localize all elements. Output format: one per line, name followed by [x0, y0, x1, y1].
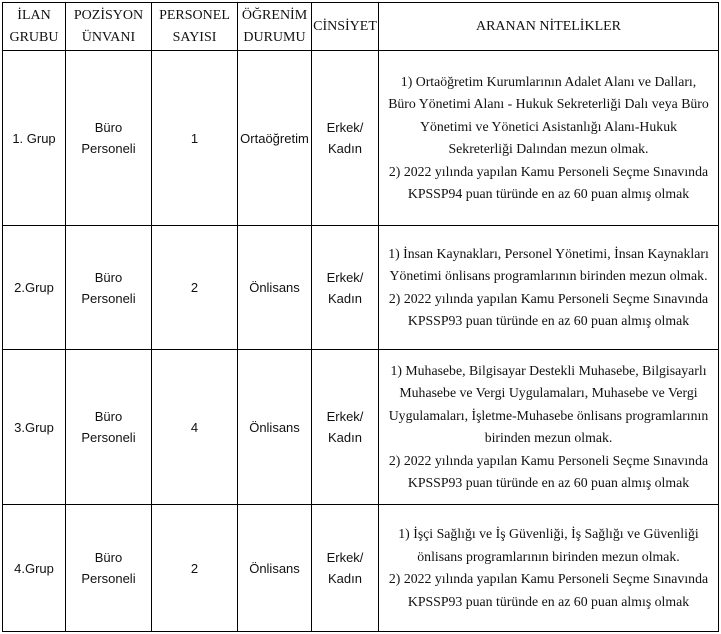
requirement-line: 1) Muhasebe, Bilgisayar Destekli Muhasebe, Bilgisayarlı	[390, 362, 707, 378]
header-row	[3, 3, 719, 51]
requirement-line: 2) 2022 yılında yapılan Kamu Personeli Seçme Sınavında	[388, 290, 709, 306]
requirements-cell	[379, 226, 719, 350]
count-cell: 1	[152, 51, 238, 226]
requirements-cell	[379, 505, 719, 632]
requirement-line: Sekreterliği Dalından mezun olmak.	[448, 141, 649, 156]
count-cell: 4	[152, 350, 238, 505]
group-cell: 4.Grup	[3, 505, 66, 632]
requirement-line: KPSSP93 puan türünde en az 60 puan almış olmak	[407, 313, 690, 328]
gender-cell: Erkek/ Kadın	[312, 350, 379, 505]
requirement-line: Yönetimi ve Yönetici Asistanlığı Alanı-Hukuk	[419, 118, 677, 134]
gender-cell: Erkek/ Kadın	[312, 505, 379, 632]
group-cell: 2.Grup	[3, 226, 66, 350]
header-aranan-nitelikler: ARANAN NİTELİKLER	[379, 3, 719, 51]
group-cell: 1. Grup	[3, 51, 66, 226]
requirement-line: birinden mezun olmak.	[484, 430, 613, 445]
table-row	[3, 505, 719, 632]
position-cell: Büro Personeli	[66, 51, 152, 226]
gender-cell: Erkek/ Kadın	[312, 51, 379, 226]
group-cell: 3.Grup	[3, 350, 66, 505]
education-cell: Önlisans	[238, 226, 312, 350]
requirement-line: 1) İnsan Kaynakları, Personel Yönetimi, İnsan Kaynakları	[388, 245, 709, 261]
requirement-line: 1) Ortaöğretim Kurumlarının Adalet Alanı ve Dalları,	[400, 73, 697, 89]
requirement-line: Büro Yönetimi Alanı - Hukuk Sekreterliği Dalı veya Büro	[388, 96, 709, 111]
table-row	[3, 350, 719, 505]
requirement-line: KPSSP93 puan türünde en az 60 puan almış olmak	[407, 593, 690, 609]
requirement-line: 2) 2022 yılında yapılan Kamu Personeli Seçme Sınavında	[388, 163, 709, 179]
table-row	[3, 226, 719, 350]
requirement-line: 2) 2022 yılında yapılan Kamu Personeli Seçme Sınavında	[388, 452, 709, 468]
job-listing-table	[2, 2, 719, 632]
education-cell: Önlisans	[238, 350, 312, 505]
header-cinsiyet: CİNSİYET	[312, 3, 379, 51]
header-ilan-grubu: İLAN GRUBU	[3, 3, 66, 51]
requirement-line: önlisans programlarının birinden mezun olmak.	[417, 548, 680, 564]
requirement-line: KPSSP93 puan türünde en az 60 puan almış olmak	[407, 475, 690, 490]
count-cell: 2	[152, 226, 238, 350]
requirements-cell	[379, 51, 719, 226]
gender-cell: Erkek/ Kadın	[312, 226, 379, 350]
requirement-line: Yönetimi önlisans programlarının birinden mezun olmak.	[389, 268, 708, 283]
header-pozisyon-unvani: POZİSYON ÜNVANI	[66, 3, 152, 51]
header-personel-sayisi: PERSONEL SAYISI	[152, 3, 238, 51]
header-ogrenim-durumu: ÖĞRENİM DURUMU	[238, 3, 312, 51]
count-cell: 2	[152, 505, 238, 632]
requirement-line: Uygulamaları, İşletme-Muhasebe önlisans programlarının	[388, 407, 709, 423]
table-row	[3, 51, 719, 226]
position-cell: Büro Personeli	[66, 226, 152, 350]
requirements-cell	[379, 350, 719, 505]
education-cell: Önlisans	[238, 505, 312, 632]
position-cell: Büro Personeli	[66, 350, 152, 505]
requirement-line: KPSSP94 puan türünde en az 60 puan almış olmak	[407, 186, 690, 201]
requirement-line: 1) İşçi Sağlığı ve İş Güvenliği, İş Sağlığı ve Güvenliği	[398, 526, 699, 541]
requirement-line: Muhasebe ve Vergi Uygulamaları, Muhasebe ve Vergi	[399, 385, 698, 400]
position-cell: Büro Personeli	[66, 505, 152, 632]
education-cell: Ortaöğretim	[238, 51, 312, 226]
requirement-line: 2) 2022 yılında yapılan Kamu Personeli Seçme Sınavında	[388, 571, 709, 586]
